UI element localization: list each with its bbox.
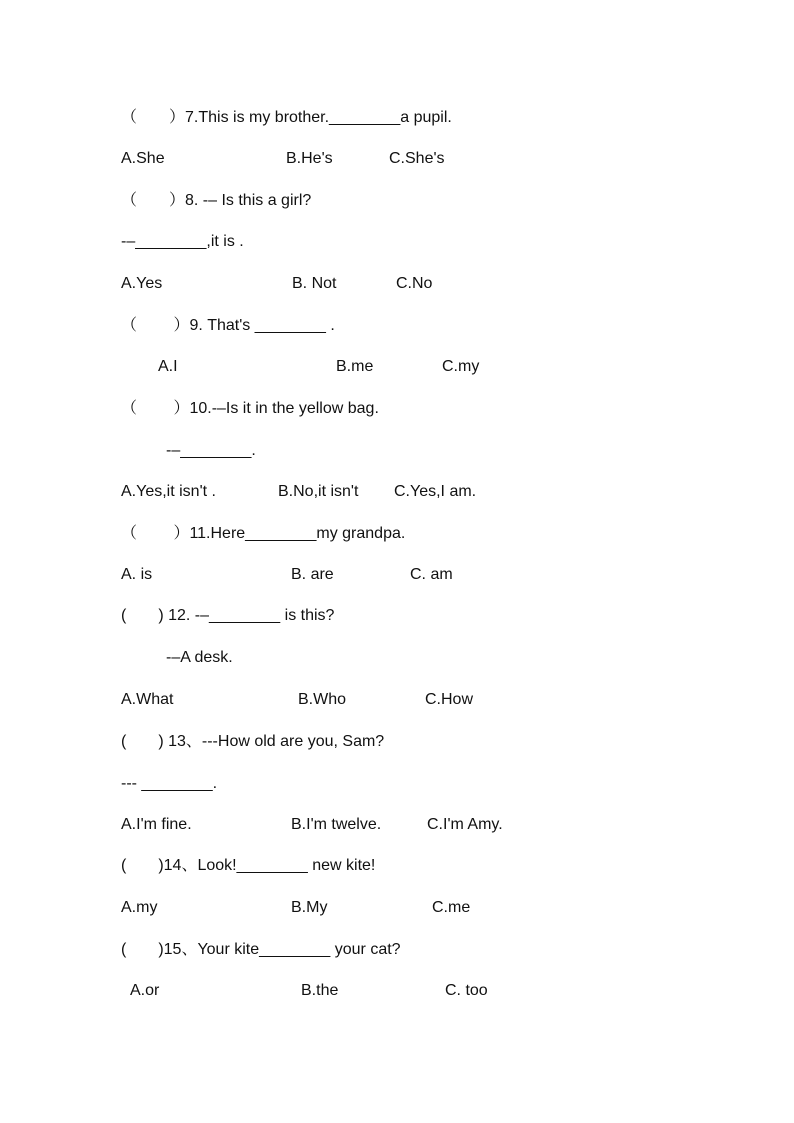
question-12-stem: ( ) 12. -–________ is this? — [121, 607, 335, 624]
question-10-option-b: B.No,it isn't — [278, 483, 359, 500]
question-13-answer-line: --- ________. — [121, 775, 218, 792]
question-12-option-a: A.What — [121, 691, 174, 708]
question-7-option-c: C.She's — [389, 150, 445, 167]
question-14-option-c: C.me — [432, 899, 471, 916]
question-15-option-a: A.or — [130, 982, 160, 999]
question-10-option-c: C.Yes,I am. — [394, 483, 477, 500]
question-10-stem: （ ）10.-–Is it in the yellow bag. — [121, 400, 379, 417]
question-14-option-a: A.my — [121, 899, 158, 916]
question-7-option-b: B.He's — [286, 150, 333, 167]
question-13-option-c: C.I'm Amy. — [427, 816, 503, 833]
question-7-option-a: A.She — [121, 150, 165, 167]
question-11-stem: （ ）11.Here________my grandpa. — [121, 525, 406, 542]
question-13-option-b: B.I'm twelve. — [291, 816, 382, 833]
question-14-option-b: B.My — [291, 899, 328, 916]
question-9-option-b: B.me — [336, 358, 374, 375]
question-9-option-a: A.I — [158, 358, 178, 375]
question-10-answer-line: -–________. — [166, 442, 256, 459]
question-15-option-b: B.the — [301, 982, 339, 999]
question-13-stem: ( ) 13、---How old are you, Sam? — [121, 733, 385, 750]
question-8-stem: （ ）8. -– Is this a girl? — [121, 192, 312, 209]
question-13-option-a: A.I'm fine. — [121, 816, 192, 833]
question-8-option-c: C.No — [396, 275, 433, 292]
question-15-option-c: C. too — [445, 982, 488, 999]
question-11-option-c: C. am — [410, 566, 453, 583]
question-12-option-c: C.How — [425, 691, 474, 708]
question-9-option-c: C.my — [442, 358, 480, 375]
question-12-answer-line: -–A desk. — [166, 649, 233, 666]
question-8-option-b: B. Not — [292, 275, 337, 292]
question-12-option-b: B.Who — [298, 691, 347, 708]
question-11-option-a: A. is — [121, 566, 153, 583]
question-9-stem: （ ）9. That's ________ . — [121, 317, 335, 334]
question-8-option-a: A.Yes — [121, 275, 163, 292]
question-15-stem: ( )15、Your kite________ your cat? — [121, 941, 401, 958]
question-11-option-b: B. are — [291, 566, 334, 583]
question-8-answer-line: -–________,it is . — [121, 233, 244, 250]
question-10-option-a: A.Yes,it isn't . — [121, 483, 216, 500]
question-14-stem: ( )14、Look!________ new kite! — [121, 857, 376, 874]
question-7-stem: （ ）7.This is my brother.________a pupil. — [121, 109, 452, 126]
